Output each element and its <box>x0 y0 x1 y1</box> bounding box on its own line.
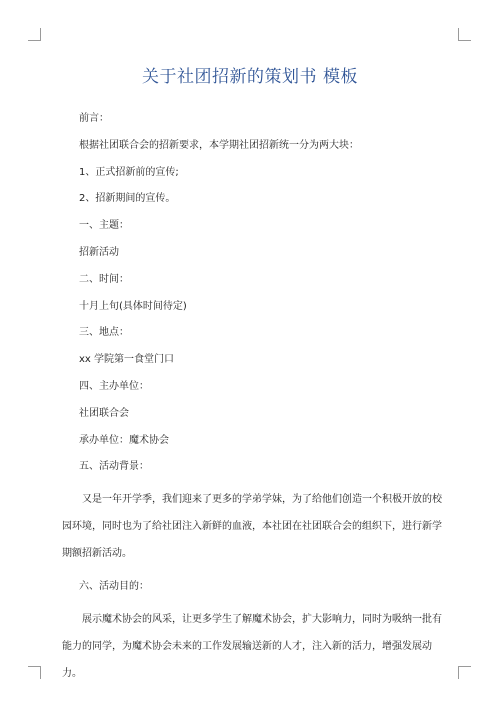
section-organizer-text: 社团联合会 <box>79 407 129 419</box>
section-background-paragraph: 又是一年开学季，我们迎来了更多的学弟学妹，为了给他们创造一个积极开放的校园环境，同时也为了给社团注入新鲜的血液，本社团在社团联合会的组织下，进行新学期额招新活动。 <box>62 494 442 559</box>
section-time-heading: 二、时间： <box>79 273 129 285</box>
corner-mark-top-right <box>458 28 471 41</box>
section-organizer-heading: 四、主办单位： <box>79 380 149 392</box>
co-organizer-text: 承办单位：魔术协会 <box>79 434 169 446</box>
list-item-2: 2、招新期间的宣传。 <box>79 193 176 205</box>
corner-mark-bottom-left <box>28 666 41 679</box>
section-theme-text: 招新活动 <box>79 246 119 258</box>
section-location-heading: 三、地点： <box>79 327 129 339</box>
document-body <box>62 112 450 688</box>
corner-mark-top-left <box>28 28 41 41</box>
document-title: 关于社团招新的策划书 模板 <box>142 67 358 87</box>
corner-mark-bottom-right <box>458 666 471 679</box>
preface-text: 根据社团联合会的招新要求，本学期社团招新统一分为两大块： <box>79 139 359 151</box>
section-theme-heading: 一、主题： <box>79 220 129 232</box>
list-item-1: 1、正式招新前的宣传; <box>79 166 179 178</box>
section-location-text: xx 学院第一食堂门口 <box>79 354 175 366</box>
section-purpose-heading: 六、活动目的： <box>79 581 149 593</box>
section-purpose-paragraph: 展示魔术协会的风采，让更多学生了解魔术协会，扩大影响力，同时为吸纳一批有能力的同学，为魔术协会未来的工作发展输送新的人才，注入新的活力，增强发展动力。 <box>62 614 442 679</box>
section-time-text: 十月上旬(具体时间待定) <box>79 300 187 312</box>
section-background-heading: 五、活动背景： <box>79 461 149 473</box>
preface-heading: 前言： <box>79 113 109 124</box>
